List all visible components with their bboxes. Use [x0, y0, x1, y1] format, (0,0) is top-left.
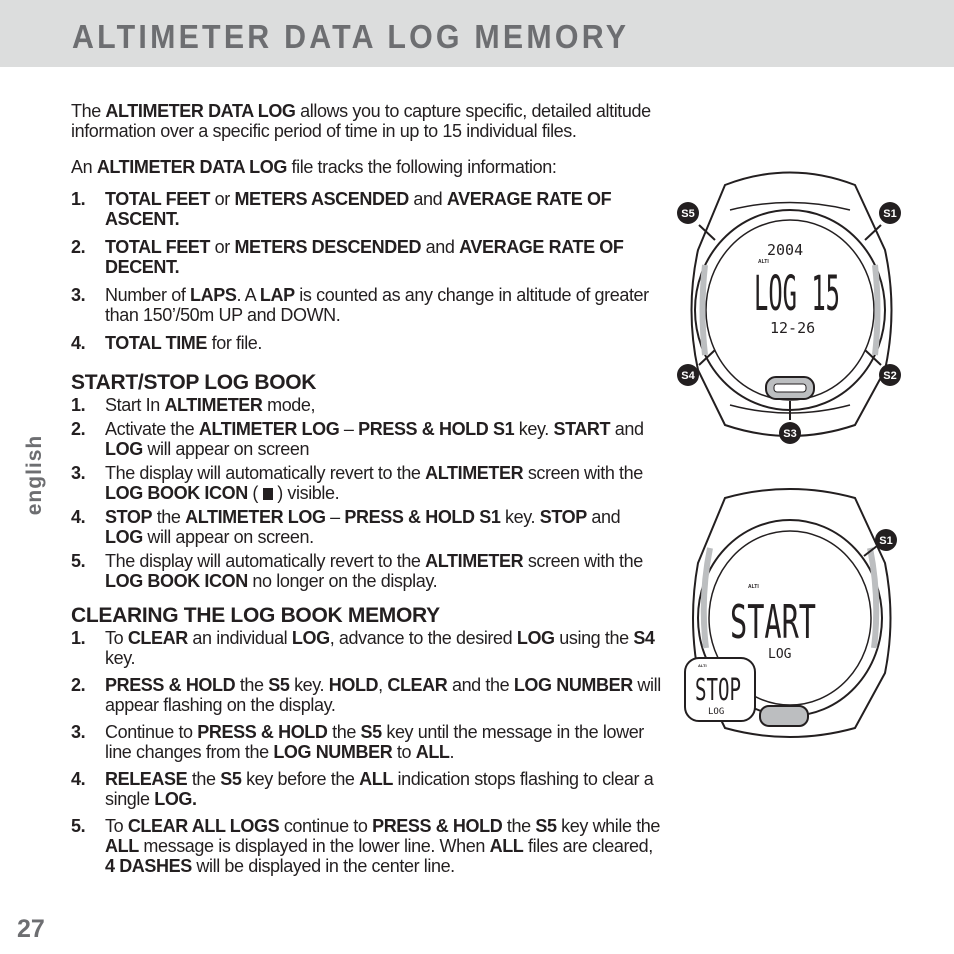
svg-text:STOP: STOP — [695, 673, 741, 708]
tracked-info-list — [71, 189, 661, 353]
svg-text:LOG: LOG — [708, 707, 725, 717]
list-item: 4. RELEASE the S5 key before the ALL indication stops flashing to clear a single LOG. — [71, 769, 654, 809]
section-heading-clearing: CLEARING THE LOG BOOK MEMORY — [71, 604, 440, 627]
main-text-column — [71, 101, 661, 876]
svg-text:S4: S4 — [681, 370, 695, 382]
list-item: 4. TOTAL TIME for file. — [71, 333, 263, 353]
language-tab: english — [23, 434, 46, 516]
list-item: 2. Activate the ALTIMETER LOG – PRESS & HOLD S1 key. START and LOG will appear on screen — [71, 419, 644, 459]
watch-illustration-log — [670, 165, 920, 450]
list-item: 1. Start In ALTIMETER mode, — [71, 395, 316, 415]
svg-text:S3: S3 — [783, 428, 797, 440]
page-header — [0, 0, 954, 67]
lcd-mode-label: ALTI — [748, 584, 759, 590]
clearing-steps — [71, 628, 661, 876]
list-item: 3. The display will automatically revert to the ALTIMETER screen with the LOG BOOK ICON ( ) visible. — [71, 463, 643, 503]
lcd-bottom-line: 12-26 — [770, 319, 816, 337]
inset-stop-display — [685, 658, 755, 721]
list-item: 2. TOTAL FEET or METERS DESCENDED and AVERAGE RATE OF DECENT. — [71, 237, 624, 277]
intro-paragraph-1: The ALTIMETER DATA LOG allows you to capture specific, detailed altitude information over a specific period of time in up to 15 individual files. — [71, 101, 651, 141]
log-book-icon — [263, 488, 273, 500]
svg-text:S1: S1 — [879, 535, 893, 547]
intro-paragraph-2: An ALTIMETER DATA LOG file tracks the following information: — [71, 157, 557, 177]
button-label-s4 — [677, 364, 699, 386]
list-item: 3. Continue to PRESS & HOLD the S5 key until the message in the lower line changes from the LOG NUMBER to ALL. — [71, 722, 644, 762]
list-item: 4. STOP the ALTIMETER LOG – PRESS & HOLD S1 key. STOP and LOG will appear on screen. — [71, 507, 621, 547]
page-title: ALTIMETER DATA LOG MEMORY — [72, 18, 630, 55]
lcd-main-line: LOG 15 — [754, 266, 840, 322]
lcd-main-line: START — [730, 595, 816, 649]
lcd-mode-label: ALTI — [758, 259, 769, 265]
lcd-top-line: 2004 — [767, 241, 804, 259]
button-label-s3 — [779, 422, 801, 444]
svg-text:S5: S5 — [681, 208, 695, 220]
list-item: 2. PRESS & HOLD the S5 key. HOLD, CLEAR and the LOG NUMBER will appear flashing on the display. — [71, 675, 661, 715]
start-stop-steps — [71, 395, 661, 591]
button-label-s2 — [879, 364, 901, 386]
lcd-sub-line: LOG — [768, 647, 792, 662]
svg-text:S2: S2 — [883, 370, 897, 382]
list-item: 1. To CLEAR an individual LOG, advance to the desired LOG using the S4 key. — [71, 628, 655, 668]
list-item: 5. The display will automatically revert to the ALTIMETER screen with the LOG BOOK ICON no longer on the display. — [71, 551, 643, 591]
list-item: 1. TOTAL FEET or METERS ASCENDED and AVERAGE RATE OF ASCENT. — [71, 189, 612, 229]
button-label-s5 — [677, 202, 699, 224]
button-label-s1 — [875, 529, 897, 551]
list-item: 3. Number of LAPS. A LAP is counted as any change in altitude of greater than 150’/50m UP and DOWN. — [71, 285, 649, 325]
list-item: 5. To CLEAR ALL LOGS continue to PRESS & HOLD the S5 key while the ALL message is displayed in the lower line. When ALL files are cleared, 4 DASHES will be displayed in the center line. — [71, 816, 661, 876]
button-label-s1 — [879, 202, 901, 224]
page-number: 27 — [17, 915, 45, 943]
svg-text:S1: S1 — [883, 208, 897, 220]
watch-illustration-start — [680, 488, 920, 744]
section-heading-start-stop: START/STOP LOG BOOK — [71, 371, 317, 394]
svg-text:ALTI: ALTI — [698, 663, 707, 668]
